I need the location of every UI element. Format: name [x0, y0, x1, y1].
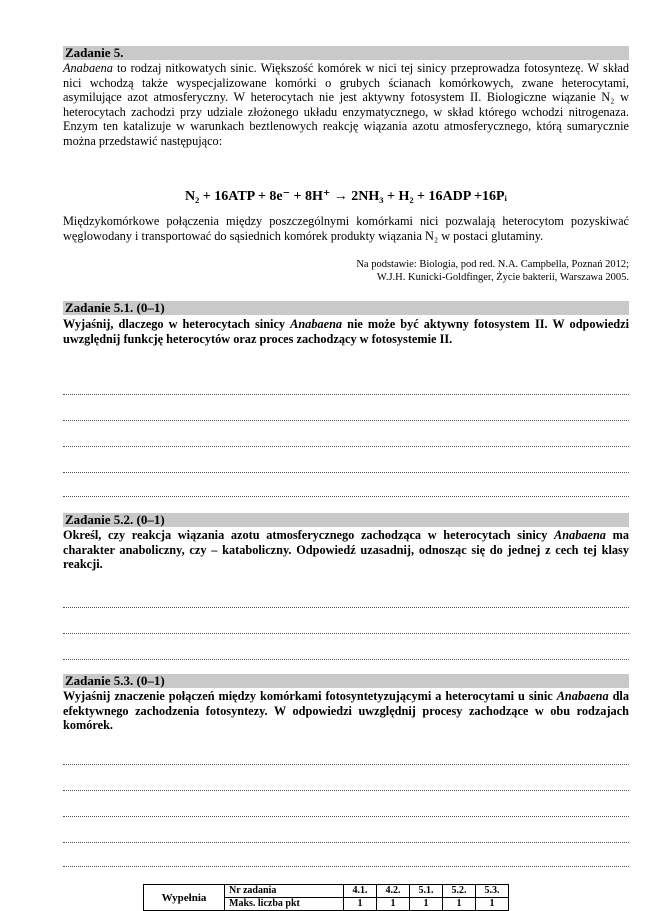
question-5-3-genus: Anabaena — [556, 689, 609, 703]
answer-line-5-3-2[interactable] — [63, 788, 629, 791]
task-number-cell: 5.1. — [410, 885, 443, 898]
grading-table — [143, 884, 509, 911]
max-points-cell: 1 — [377, 898, 410, 911]
answer-line-5-3-3[interactable] — [63, 814, 629, 817]
question-5-1-text-b: nie może być aktywny fotosystem II. W odpowiedzi uwzględnij funkcję heterocytów oraz proces zachodzący w fotosystemie II. — [63, 317, 630, 346]
row-label-task-number: Nr zadania — [225, 885, 344, 898]
intro-text: to rodzaj nitkowatych sinic. Większość komórek w nici tej sinicy przeprowadza fotosyntezę. W skład nici wchodzą także wyspecjalizowane komórki o grubych ścianach komórkowych, zwane heterocytami, asymilujące azot atmosferyczny. W heterocytach nie jest aktywny fotosystem II. Biologiczne wiązanie N₂ w heterocytach zachodzi przy udziale złożonego układu enzymatycznego, w skład którego wchodzi nitrogenaza. Enzym ten katalizuje w warunkach beztlenowych reakcję wiązania azotu atmosferycznego, którą sumarycznie można przedstawić następująco: — [63, 61, 629, 148]
source-line-2: W.J.H. Kunicki-Goldfinger, Życie bakterii, Warszawa 2005. — [376, 272, 629, 283]
question-5-2-text-a: Określ, czy reakcja wiązania azotu atmosferycznego zachodząca w heterocytach sinicy — [63, 528, 555, 542]
task-5-header — [63, 46, 629, 60]
answer-line-5-3-5[interactable] — [63, 864, 629, 867]
question-5-1-title: Zadanie 5.1. (0–1) — [65, 300, 165, 315]
answer-line-5-1-5[interactable] — [63, 494, 629, 497]
question-5-3-text-b: dla efektywnego zachodzenia fotosyntezy. W odpowiedzi uwzględnij procesy zachodzące w obu rodzajach komórek. — [63, 689, 629, 733]
question-5-3-text-a: Wyjaśnij znaczenie połączeń między komórkami fotosyntetyzującymi a heterocytami u sinic — [63, 689, 557, 703]
question-5-3-title: Zadanie 5.3. (0–1) — [65, 673, 165, 688]
answer-line-5-1-2[interactable] — [63, 418, 629, 421]
question-5-2-title: Zadanie 5.2. (0–1) — [65, 512, 165, 527]
row-label-max-points: Maks. liczba pkt — [225, 898, 344, 911]
answer-line-5-3-1[interactable] — [63, 762, 629, 765]
task-5-paragraph-2: Międzykomórkowe połączenia między poszczególnymi komórkami nici pozwalają heterocytom pozyskiwać węglowodany i transportować do sąsiednich komórek produkty wiązania N₂ w postaci glutaminy. — [63, 214, 629, 243]
question-5-1-header — [63, 301, 629, 315]
nitrogenase-equation: N₂ + 16ATP + 8e⁻ + 8H⁺ → 2NH₃ + H₂ + 16ADP +16Pᵢ — [184, 189, 508, 204]
task-number-cell: 5.2. — [443, 885, 476, 898]
answer-line-5-2-2[interactable] — [63, 631, 629, 634]
answer-line-5-1-4[interactable] — [63, 470, 629, 473]
intro-genus-name: Anabaena — [63, 61, 113, 75]
answer-line-5-2-3[interactable] — [63, 657, 629, 660]
question-5-1-genus: Anabaena — [290, 317, 343, 331]
question-5-1-text — [63, 317, 629, 346]
question-5-3-header — [63, 674, 629, 688]
task-5-title: Zadanie 5. — [65, 45, 124, 60]
question-5-2-text — [63, 528, 629, 572]
answer-line-5-1-3[interactable] — [63, 444, 629, 447]
question-5-2-text-b: ma charakter anaboliczny, czy – kataboliczny. Odpowiedź uzasadnij, odnosząc się do jednej z cech tej klasy reakcji. — [63, 528, 629, 572]
answer-line-5-1-1[interactable] — [63, 392, 629, 395]
grading-row-task-numbers — [144, 885, 509, 898]
task-number-cell: 4.2. — [377, 885, 410, 898]
max-points-cell: 1 — [410, 898, 443, 911]
answer-line-5-3-4[interactable] — [63, 840, 629, 843]
task-number-cell: 4.1. — [344, 885, 377, 898]
source-line-1: Na podstawie: Biologia, pod red. N.A. Campbella, Poznań 2012; — [356, 259, 629, 270]
task-number-cell: 5.3. — [476, 885, 509, 898]
max-points-cell: 1 — [476, 898, 509, 911]
question-5-1-text-a: Wyjaśnij, dlaczego w heterocytach sinicy — [63, 317, 291, 331]
max-points-cell: 1 — [344, 898, 377, 911]
grading-label-cell: Wypełnia — [144, 885, 225, 911]
question-5-2-genus: Anabaena — [554, 528, 606, 542]
task-5-intro — [63, 61, 629, 149]
question-5-2-header — [63, 513, 629, 527]
max-points-cell: 1 — [443, 898, 476, 911]
answer-line-5-2-1[interactable] — [63, 605, 629, 608]
question-5-3-text — [63, 689, 629, 733]
